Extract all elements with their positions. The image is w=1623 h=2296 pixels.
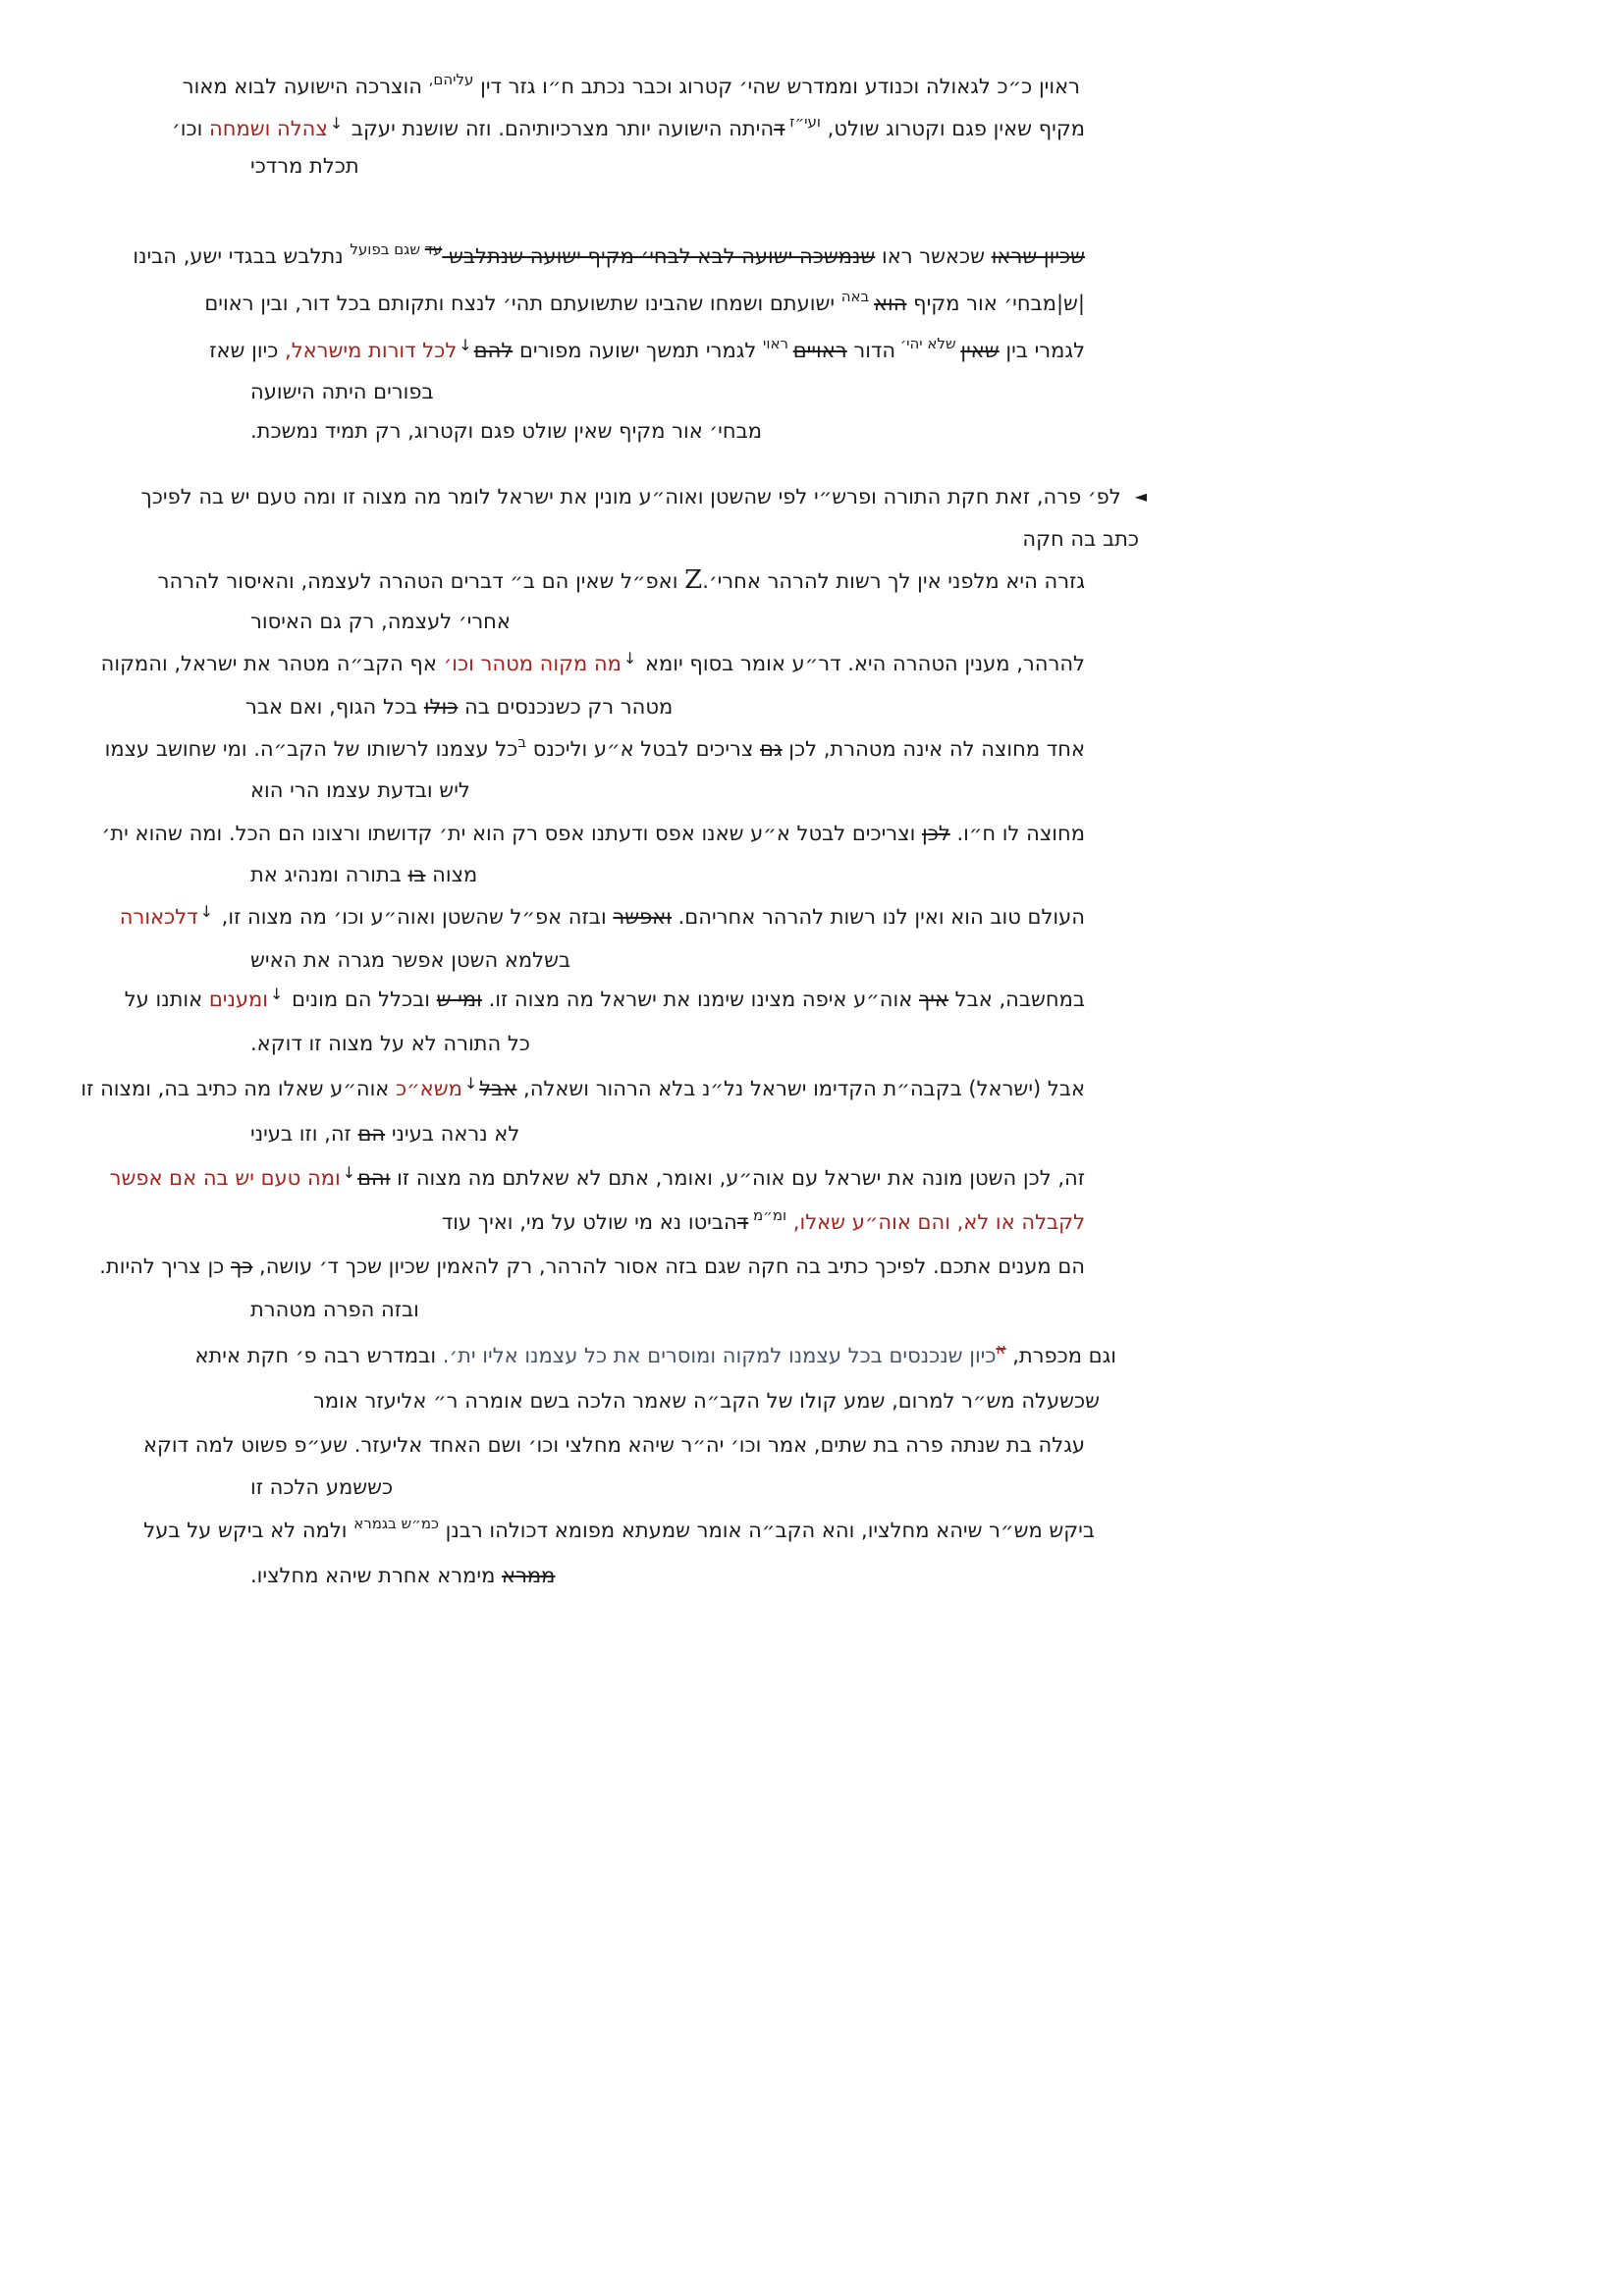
text: וצריכים לבטל א״ע שאנו אפס ודעתנו אפס רק הוא ית׳ קדושתו ורצונו הם הכל. ומה שהוא ית׳ <box>101 822 923 845</box>
text: אוה״ע שאלו מה כתיב בה, ומצוה זו <box>81 1077 397 1100</box>
text: לגמרי בין <box>999 339 1085 362</box>
text: גזרה היא מלפני אין לך רשות להרהר אחרי׳. <box>702 569 1085 593</box>
insertion-arrow-icon: ↓ <box>622 649 637 667</box>
text-line <box>110 1165 1085 1192</box>
deleted-text: בו <box>407 863 426 886</box>
text-line <box>250 418 762 445</box>
text-line <box>158 567 1085 595</box>
deleted-text: הם <box>357 1122 386 1146</box>
deleted-text: אבל <box>479 1077 517 1100</box>
deleted-text: ד <box>736 1210 749 1234</box>
text: מטהר רק כשנכנסים בה <box>458 695 674 719</box>
text-line <box>1022 526 1139 553</box>
text: הדור <box>846 339 896 362</box>
text: וכו׳ <box>172 117 209 140</box>
text-line <box>99 1254 1085 1280</box>
text: בשלמא השטן אפשר מגרה את האיש <box>250 948 571 972</box>
insertion-arrow-icon: ↓ <box>199 902 213 921</box>
text: ובזה אפ״ל שהשטן ואוה״ע וכו׳ מה מצוה זו, <box>215 905 614 929</box>
superscript-insertion: ועי״ז <box>784 113 821 131</box>
text: עגלה בת שנתה פרה בת שתים, אמר וכו׳ יה״ר שיהא מחלצי וכו׳ ושם האחד אליעזר. שע״פ פשוט למה דוקא <box>142 1433 1085 1457</box>
text: מחוצה לו ח״ו. <box>949 822 1085 845</box>
deleted-superscript: עד <box>424 240 443 258</box>
red-insertion: ומענים <box>208 988 269 1011</box>
text-line <box>250 379 434 405</box>
insertion-arrow-icon: ↓ <box>342 1163 356 1182</box>
text-line <box>204 288 1085 317</box>
text: אוה״ע איפה מצינו שימנו את ישראל מה מצוה זו. <box>481 988 919 1011</box>
text: |ש|מבחי׳ אור מקיף <box>906 292 1085 315</box>
superscript-insertion: ראוי <box>763 335 793 352</box>
text-line <box>250 1474 393 1501</box>
text: מימרא אחרת שיהא מחלציו. <box>250 1564 503 1587</box>
deleted-text: ראויים <box>792 339 847 362</box>
text: וגם מכפרת, <box>1005 1344 1116 1367</box>
text: ואפ״ל שאין הם ב״ דברים הטהרה לעצמה, והאיסור להרהר <box>157 569 685 593</box>
superscript-insertion: ב <box>517 733 527 751</box>
deleted-text: שאין <box>960 339 1000 362</box>
text: מצוה <box>425 863 478 886</box>
text-line <box>250 777 470 804</box>
text: אחרי׳ לעצמה, רק גם האיסור <box>250 610 511 633</box>
insertion-arrow-icon: ↓ <box>270 985 284 1003</box>
text: שכאשר ראו <box>875 244 992 268</box>
text: כתב בה חקה <box>1022 527 1139 551</box>
text-line <box>125 987 1085 1013</box>
text: לפ׳ פרה, זאת חקת התורה ופרש״י לפי שהשטן ואוה״ע מונין את ישראל לומר מה מצוה זו ומה טעם יש בה לפיכך <box>140 485 1121 508</box>
text: ישועתם ושמחו שהבינו שתשועתם תהי׳ לנצח ותקותם בכל דור, ובין ראוים <box>204 292 841 315</box>
text: שכשעלה מש״ר למרום, שמע קולו של הקב״ה שאמר הלכה בשם אומרה ר״ אליעזר אומר <box>312 1389 1100 1413</box>
text: מקיף שאין פגם וקטרוג שולט, <box>820 117 1085 140</box>
red-correction-mark: א <box>996 1340 1006 1358</box>
superscript-insertion: באה <box>840 288 874 305</box>
text: אותנו על <box>124 988 209 1011</box>
text-line <box>250 1031 530 1057</box>
text: צריכים לבטל א״ע וליכנס <box>526 737 761 761</box>
text: ביקש מש״ר שיהא מחלציו, והא הקב״ה אומר שמעתא מפומא דכולהו רבנן <box>438 1519 1095 1542</box>
deleted-text: הוא <box>874 292 907 315</box>
text-line <box>250 153 359 180</box>
deleted-text: כך <box>230 1255 253 1278</box>
red-insertion: דלכאורה <box>119 905 198 929</box>
text-line <box>104 733 1085 763</box>
deleted-text: כולו <box>423 695 459 719</box>
text-line <box>194 1340 1116 1369</box>
text-line <box>250 862 477 888</box>
text: היתה הישועה יותר מצרכיותיהם. וזה שושנת יעקב <box>345 117 775 140</box>
deleted-text: שכיון שראו <box>991 244 1085 268</box>
text-line <box>441 1206 1085 1236</box>
deleted-text: ממרא <box>502 1564 556 1587</box>
insertion-arrow-icon: ↓ <box>329 114 344 133</box>
text: כל עצמנו לרשותו של הקב״ה. ומי שחושב עצמו <box>104 737 518 761</box>
text-line <box>182 71 1080 100</box>
red-insertion: לקבלה או לא, והם אוה״ע שאלו, <box>786 1210 1085 1234</box>
paragraph-marker-icon: ◄ <box>1134 487 1147 506</box>
text-line <box>120 904 1085 931</box>
red-insertion: לכל דורות מישראל, <box>285 339 458 362</box>
text-line <box>101 651 1085 677</box>
text: ראוין כ״כ לגאולה וכנודע וממדרש שהי׳ קטרוג וכבר נכתב ח״ו גזר דין <box>473 75 1080 98</box>
text-line <box>245 694 673 721</box>
deleted-text: לכן <box>922 822 950 845</box>
text: כיון שאז <box>209 339 286 362</box>
deleted-text: ד <box>774 117 785 140</box>
deleted-text: ומי ש <box>436 988 482 1011</box>
text: כששמע הלכה זו <box>250 1475 394 1499</box>
superscript-insertion: ומ״מ <box>748 1206 787 1224</box>
latin-z-mark: Z <box>684 565 703 595</box>
bluegray-text: כיון שנכנסים בכל עצמנו למקוה ומוסרים את כל עצמנו אליו ית׳. <box>442 1344 997 1367</box>
deleted-text: ואפשר <box>613 905 672 929</box>
text: להרהר, מענין הטהרה היא. דר״ע אומר בסוף יומא <box>638 652 1085 675</box>
deleted-text: להם <box>473 339 514 362</box>
text: ובכלל הם מונים <box>285 988 437 1011</box>
red-insertion: צהלה ושמחה <box>209 117 328 140</box>
red-insertion: משא״כ <box>396 1077 462 1100</box>
text: ובזה הפרה מטהרת <box>250 1298 419 1321</box>
superscript-insertion: שגם בפועל <box>350 240 425 258</box>
text-line <box>250 609 511 635</box>
text: אחד מחוצה לה אינה מטהרת, לכן <box>782 737 1085 761</box>
text-line <box>250 947 570 974</box>
text: הביטו נא מי שולט על מי, ואיך עוד <box>441 1210 737 1234</box>
insertion-arrow-icon: ↓ <box>459 336 472 354</box>
text: בתורה ומנהיג את <box>250 863 408 886</box>
text-line <box>250 1563 555 1589</box>
text-line <box>81 1076 1085 1102</box>
text: אף הקב״ה מטהר את ישראל, והמקוה <box>100 652 444 675</box>
superscript-insertion: כמ״ש בגמרא <box>353 1515 439 1532</box>
text: הם מענים אתכם. לפיכך כתיב בה חקה שגם בזה אסור להרהר, רק להאמין שכיון שכך ד׳ עושה, <box>252 1255 1085 1278</box>
text: אבל (ישראל) בקבה״ת הקדימו ישראל נל״נ בלא הרהור ושאלה, <box>516 1077 1085 1100</box>
text: ולמה לא ביקש על בעל <box>143 1519 354 1542</box>
red-insertion: מה מקוה מטהר וכו׳ <box>443 652 622 675</box>
text: בכל הגוף, ואם אבר <box>245 695 424 719</box>
text: כן צריך להיות. <box>99 1255 231 1278</box>
superscript-insertion: עליהם, <box>428 71 474 88</box>
insertion-arrow-icon: ↓ <box>463 1074 478 1093</box>
text: ובמדרש רבה פ׳ חקת איתא <box>194 1344 443 1367</box>
superscript-insertion: שלא יהי׳ <box>895 335 961 352</box>
deleted-text: גם <box>760 737 783 761</box>
deleted-text: שנמשכה ישועה לבא לבחי׳ מקיף ישועה שנתלבש <box>442 244 876 268</box>
text: העולם טוב הוא ואין לנו רשות להרהר אחריהם. <box>671 905 1085 929</box>
text: ליש ובדעת עצמו הרי הוא <box>250 778 470 802</box>
text: לא נראה בעיני <box>385 1122 520 1146</box>
text: זה, וזו בעיני <box>250 1122 358 1146</box>
text: כל התורה לא על מצוה זו דוקא. <box>250 1032 530 1055</box>
text: מבחי׳ אור מקיף שאין שולט פגם וקטרוג, רק תמיד נמשכת. <box>250 419 762 443</box>
text-line <box>313 1388 1100 1415</box>
text-line <box>250 1121 519 1148</box>
text-line <box>133 240 1085 270</box>
text: הוצרכה הישועה לבוא מאור <box>182 75 429 98</box>
text: בפורים היתה הישועה <box>250 380 434 403</box>
text-line <box>209 335 1085 364</box>
text-line <box>143 1432 1085 1459</box>
text-line <box>172 113 1085 142</box>
text: לגמרי תמשך ישועה מפורים <box>513 339 764 362</box>
text: תכלת מרדכי <box>250 154 359 178</box>
deleted-text: והם <box>357 1166 391 1190</box>
text-line <box>250 1297 419 1323</box>
text: במחשבה, אבל <box>947 988 1085 1011</box>
red-insertion: ומה טעם יש בה אם אפשר <box>109 1166 341 1190</box>
text-line <box>143 1515 1095 1544</box>
deleted-text: איך <box>918 988 948 1011</box>
text: זה, לכן השטן מונה את ישראל עם אוה״ע, ואומר, אתם לא שאלתם מה מצוה זו <box>390 1166 1085 1190</box>
text-line <box>102 821 1085 847</box>
text-line <box>141 483 1147 510</box>
text: נתלבש בבגדי ישע, הבינו <box>133 244 351 268</box>
